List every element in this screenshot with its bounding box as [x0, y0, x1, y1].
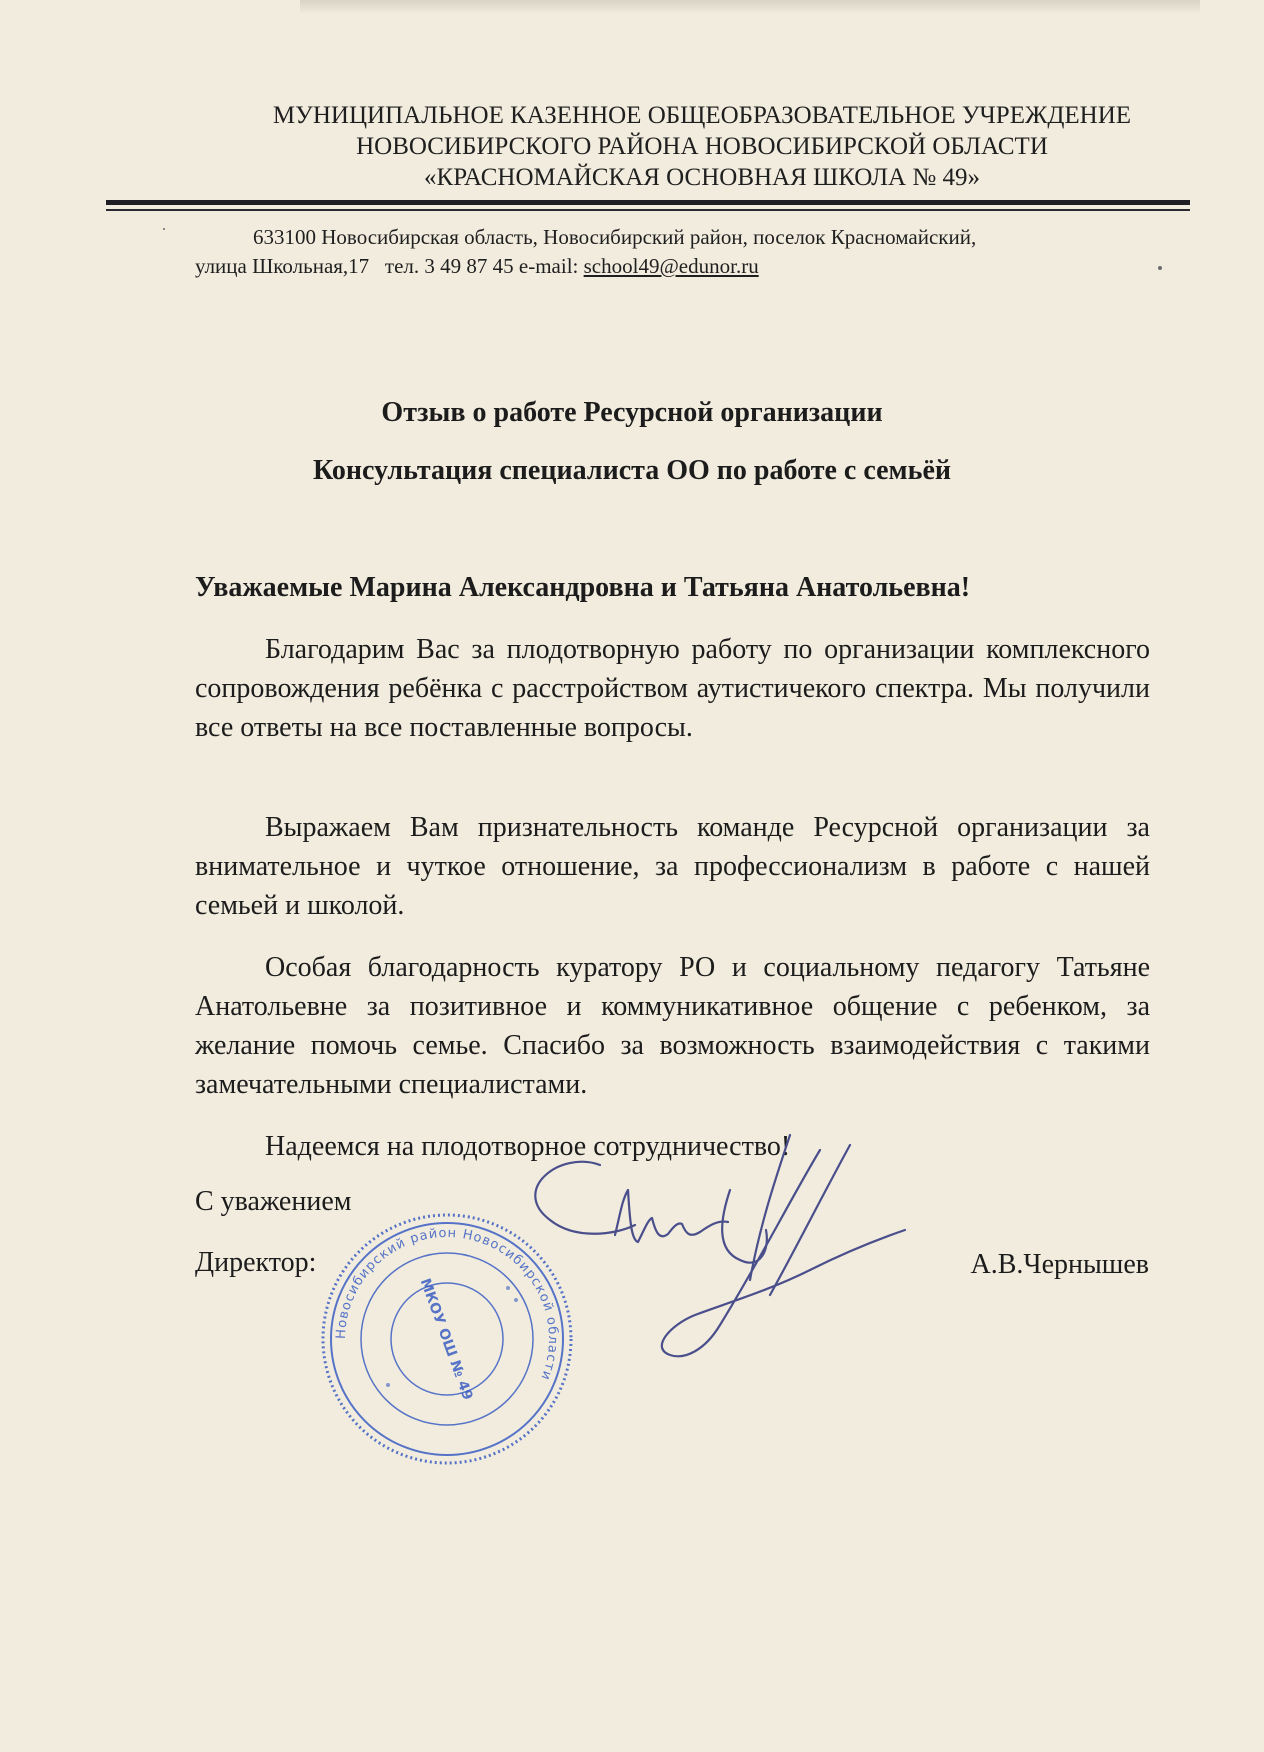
letterhead-rule-thin — [106, 209, 1190, 211]
scan-speck — [163, 228, 165, 230]
paragraph-1: Благодарим Вас за плодотворную работу по организации комплексного сопровождения ребёнка с расстройством аутистичекого спектра. Мы получили все ответы на все поставленные вопросы. — [195, 634, 1150, 743]
salutation: Уважаемые Марина Александровна и Татьяна Анатольевна! — [195, 572, 971, 603]
director-signature — [520, 1130, 920, 1370]
letterhead-line-3: «КРАСНОМАЙСКАЯ ОСНОВНАЯ ШКОЛА № 49» — [424, 164, 980, 191]
letterhead-rule-thick — [106, 200, 1190, 205]
document-subtitle: Консультация специалиста ОО по работе с семьёй — [313, 455, 951, 486]
letterhead-line-1: МУНИЦИПАЛЬНОЕ КАЗЕННОЕ ОБЩЕОБРАЗОВАТЕЛЬНОЕ УЧРЕЖДЕНИЕ — [272, 102, 1132, 129]
address-contacts: улица Школьная,17 тел. 3 49 87 45 e-mail: — [195, 254, 584, 278]
paragraph-3: Особая благодарность куратору РО и социальному педагогу Татьяне Анатольевне за позитивное и коммуникативное общение с ребенком, за желание помочь семье. Спасибо за возможность взаимодействия с такими замечательными специалистами. — [195, 952, 1150, 1100]
scan-edge — [300, 0, 1200, 14]
scan-speck — [1158, 266, 1162, 270]
closing: С уважением — [195, 1186, 352, 1217]
director-label: Директор: — [195, 1247, 317, 1278]
document-title: Отзыв о работе Ресурсной организации — [381, 397, 883, 428]
letterhead-line-2: НОВОСИБИРСКОГО РАЙОНА НОВОСИБИРСКОЙ ОБЛАСТИ — [356, 133, 1048, 160]
stamp-ring-text: Новосибирский район Новосибирской области — [333, 1225, 561, 1383]
stamp-center-text: МКОУ ОШ № 49 — [416, 1276, 476, 1403]
letterhead — [0, 100, 1264, 193]
address-line-2 — [195, 252, 1195, 281]
email-link[interactable]: school49@edunor.ru — [583, 254, 759, 278]
address-line-1: 633100 Новосибирская область, Новосибирский район, поселок Красномайский, — [253, 225, 977, 249]
paragraph-4: Надеемся на плодотворное сотрудничество! — [265, 1131, 791, 1162]
paragraph-2: Выражаем Вам признательность команде Ресурсной организации за внимательное и чуткое отношение, за профессионализм в работе с нашей семьей и школой. — [195, 812, 1150, 921]
director-name: А.В.Чернышев — [970, 1249, 1149, 1280]
address-block — [195, 223, 1195, 281]
